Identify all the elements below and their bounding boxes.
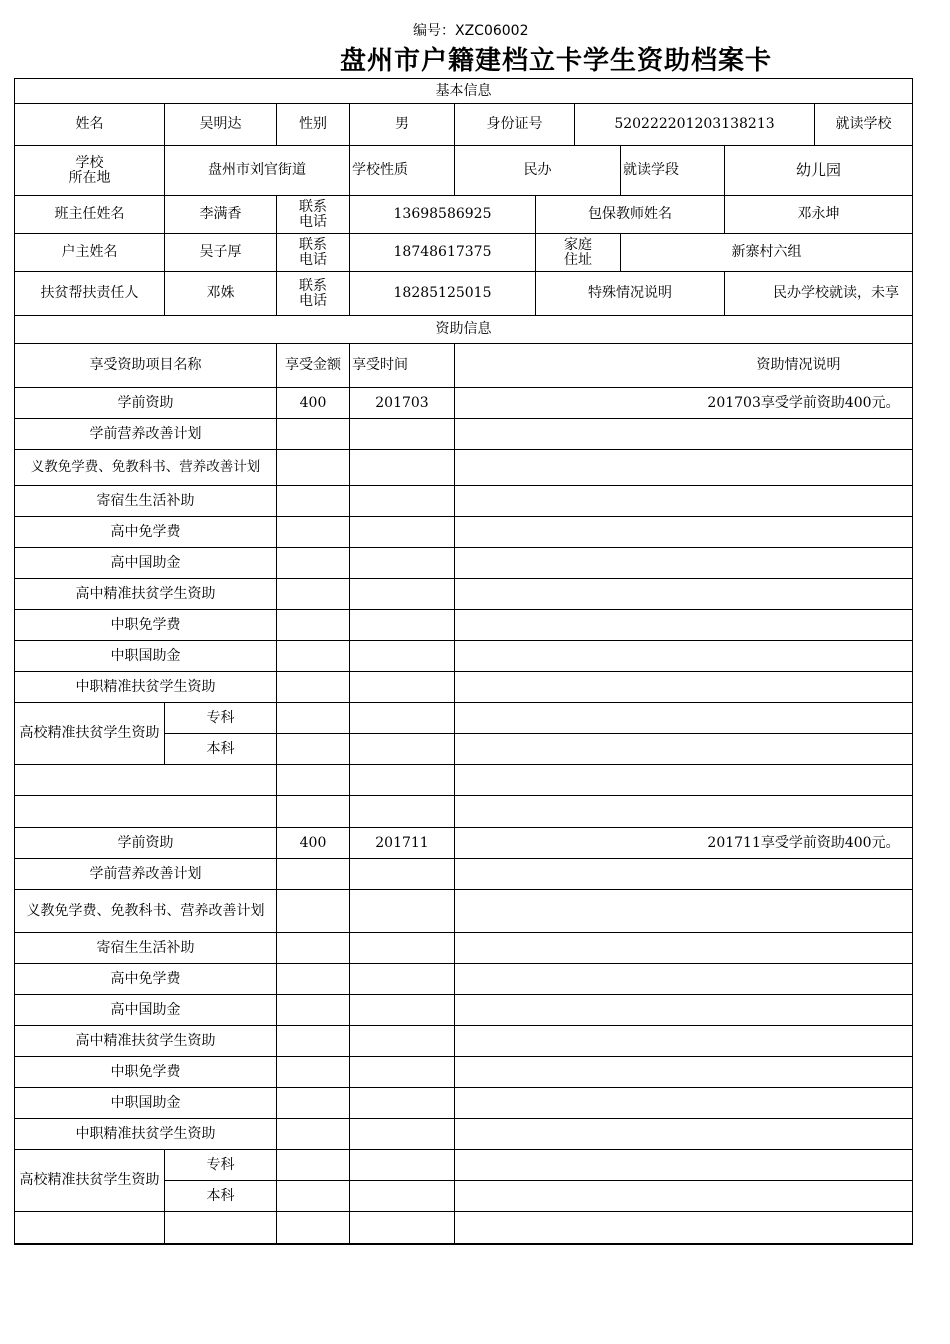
table-row-desc [455,486,913,517]
id-label: 身份证号 [455,104,575,146]
card-number: 编号：XZC06002 [413,23,529,39]
table-row-amount [277,1026,350,1057]
table-row-amount [277,517,350,548]
table-row-item: 高中国助金 [15,995,277,1026]
college-aid-label: 高校精准扶贫学生资助 [15,703,165,765]
college-benke-label: 本科 [165,734,277,765]
table-row-item: 高中免学费 [15,964,277,995]
blank-cell [455,765,913,796]
table-row-amount [277,419,350,450]
table-row-amount: 400 [277,828,350,859]
table-row-amount: 400 [277,388,350,419]
table-row-time [350,933,455,964]
table-row-time [350,1150,455,1181]
table-row-time [350,1057,455,1088]
blank-cell [15,1212,165,1244]
col-time-header: 享受时间 [350,344,455,388]
table-row-desc [455,703,913,734]
table-row-desc: 201711享受学前资助400元。 [455,828,913,859]
table-row-time [350,486,455,517]
table-row-amount [277,610,350,641]
table-row-desc [455,450,913,486]
table-row-time [350,1026,455,1057]
college-zhuanke-label: 专科 [165,703,277,734]
table-row-amount [277,734,350,765]
head-phone-label: 联系 电话 [277,234,350,272]
table-row-amount [277,1119,350,1150]
table-row-amount [277,579,350,610]
table-row-time [350,672,455,703]
table-row-desc [455,859,913,890]
table-row-desc [455,890,913,933]
table-row-desc [455,1057,913,1088]
table-row-time [350,548,455,579]
table-row-item: 中职精准扶贫学生资助 [15,672,277,703]
table-row-amount [277,486,350,517]
table-row-desc [455,641,913,672]
table-row-item: 寄宿生生活补助 [15,486,277,517]
college-zhuanke-label: 专科 [165,1150,277,1181]
table-row-item: 中职精准扶贫学生资助 [15,1119,277,1150]
table-row-time [350,419,455,450]
teacher-label: 班主任姓名 [15,196,165,234]
blank-cell [15,765,277,796]
table-row-item: 中职免学费 [15,1057,277,1088]
head-phone-value: 18748617375 [350,234,536,272]
teacher-phone-label: 联系 电话 [277,196,350,234]
address-label: 家庭 住址 [536,234,621,272]
college-benke-label: 本科 [165,1181,277,1212]
table-row-time [350,517,455,548]
table-row-time [350,610,455,641]
special-label: 特殊情况说明 [536,272,725,316]
school-type-value: 民办 [455,146,621,196]
table-row-time [350,964,455,995]
table-row-time [350,734,455,765]
table-row-amount [277,641,350,672]
table-row-amount [277,1181,350,1212]
archive-card-table [14,78,913,1245]
table-row-time [350,1088,455,1119]
school-location-value: 盘州市刘官街道 [165,146,350,196]
table-row-item: 学前营养改善计划 [15,859,277,890]
school-type-label: 学校性质 [350,146,455,196]
col-amount-header: 享受金额 [277,344,350,388]
table-row-desc [455,995,913,1026]
table-row-item: 学前资助 [15,828,277,859]
stage-value: 幼儿园 [725,146,913,196]
stage-label: 就读学段 [621,146,725,196]
table-row-item: 寄宿生生活补助 [15,933,277,964]
table-row-time: 201711 [350,828,455,859]
table-row-amount [277,548,350,579]
table-row-amount [277,1088,350,1119]
name-value: 吴明达 [165,104,277,146]
helper-label: 扶贫帮扶责任人 [15,272,165,316]
basic-info-header: 基本信息 [15,78,913,104]
table-row-time [350,1119,455,1150]
blank-cell [350,796,455,828]
table-row-time [350,859,455,890]
blank-cell [455,796,913,828]
table-row-time: 201703 [350,388,455,419]
teacher-phone-value: 13698586925 [350,196,536,234]
school-label: 就读学校 [815,104,913,146]
table-row-desc [455,933,913,964]
mentor-label: 包保教师姓名 [536,196,725,234]
table-row-item: 学前资助 [15,388,277,419]
blank-cell [350,1212,455,1244]
blank-cell [350,765,455,796]
mentor-value: 邓永坤 [725,196,913,234]
table-row-item: 义教免学费、免教科书、营养改善计划 [15,450,277,486]
table-row-item: 高中精准扶贫学生资助 [15,1026,277,1057]
table-row-amount [277,1057,350,1088]
table-row-time [350,890,455,933]
table-row-desc [455,1088,913,1119]
college-aid-label: 高校精准扶贫学生资助 [15,1150,165,1212]
table-row-desc [455,1150,913,1181]
table-row-amount [277,450,350,486]
table-row-item: 中职国助金 [15,641,277,672]
table-row-desc [455,548,913,579]
col-item-header: 享受资助项目名称 [15,344,277,388]
col-desc-header: 资助情况说明 [455,344,913,388]
helper-phone-label: 联系 电话 [277,272,350,316]
table-row-desc [455,419,913,450]
table-row-desc [455,1181,913,1212]
table-row-item: 高中国助金 [15,548,277,579]
gender-label: 性别 [277,104,350,146]
blank-cell [277,1212,350,1244]
table-row-time [350,450,455,486]
table-row-time [350,703,455,734]
table-row-amount [277,859,350,890]
table-row-desc: 201703享受学前资助400元。 [455,388,913,419]
blank-cell [277,796,350,828]
table-row-amount [277,933,350,964]
table-row-desc [455,964,913,995]
table-row-time [350,995,455,1026]
table-row-desc [455,610,913,641]
blank-cell [277,765,350,796]
gender-value: 男 [350,104,455,146]
table-row-desc [455,734,913,765]
blank-cell [165,1212,277,1244]
table-row-amount [277,890,350,933]
teacher-value: 李满香 [165,196,277,234]
table-row-time [350,641,455,672]
helper-phone-value: 18285125015 [350,272,536,316]
helper-value: 邓姝 [165,272,277,316]
name-label: 姓名 [15,104,165,146]
table-row-item: 高中精准扶贫学生资助 [15,579,277,610]
table-row-time [350,1181,455,1212]
table-row-desc [455,1026,913,1057]
table-row-desc [455,579,913,610]
page-title: 盘州市户籍建档立卡学生资助档案卡 [340,46,773,76]
id-value: 520222201203138213 [575,104,815,146]
table-row-desc [455,1119,913,1150]
household-head-label: 户主姓名 [15,234,165,272]
table-row-item: 中职国助金 [15,1088,277,1119]
table-row-desc [455,672,913,703]
aid-info-header: 资助信息 [15,316,913,344]
address-value: 新寨村六组 [621,234,913,272]
special-value: 民办学校就读，未享 [725,272,913,316]
table-row-amount [277,964,350,995]
table-row-time [350,579,455,610]
table-row-item: 中职免学费 [15,610,277,641]
blank-cell [15,796,277,828]
table-row-item: 高中免学费 [15,517,277,548]
table-row-amount [277,1150,350,1181]
blank-cell [455,1212,913,1244]
school-location-label: 学校 所在地 [15,146,165,196]
table-row-item: 学前营养改善计划 [15,419,277,450]
table-row-amount [277,995,350,1026]
table-row-amount [277,703,350,734]
table-row-amount [277,672,350,703]
table-row-desc [455,517,913,548]
table-row-item: 义教免学费、免教科书、营养改善计划 [15,890,277,933]
household-head-value: 吴子厚 [165,234,277,272]
